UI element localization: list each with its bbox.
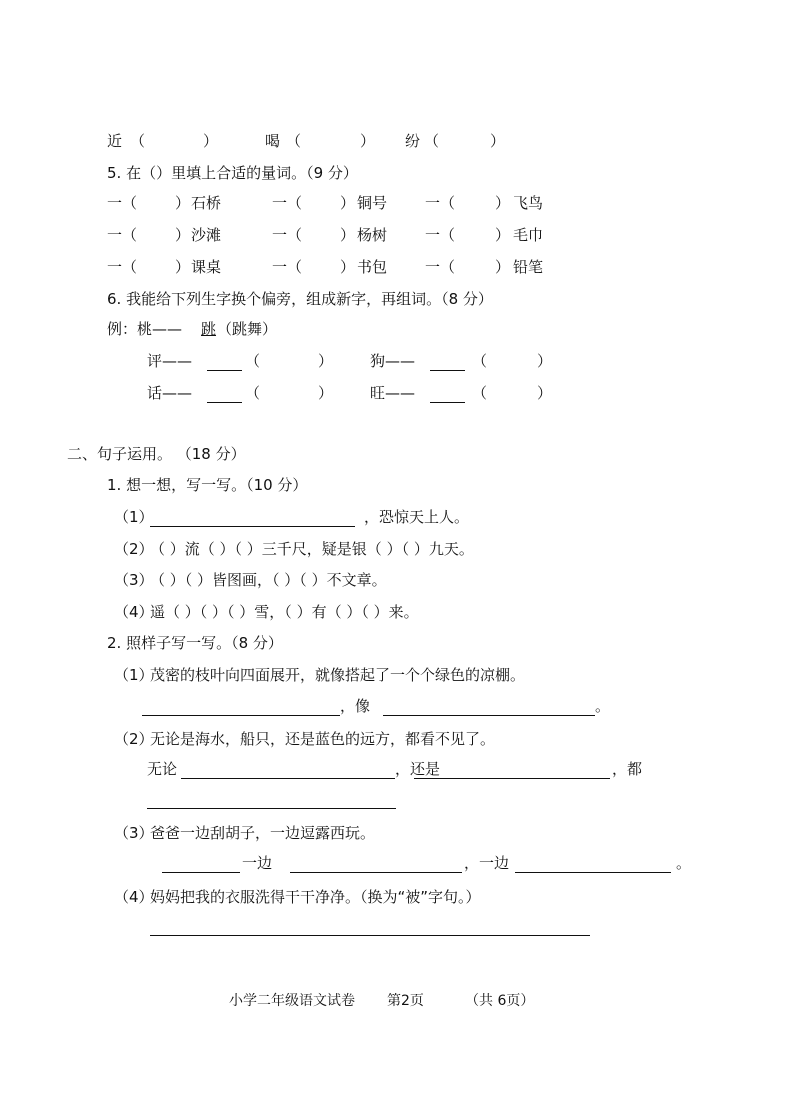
answer-blank[interactable]: [414, 778, 610, 779]
answer-blank[interactable]: [162, 872, 240, 873]
exam-title: 小学二年级语文试卷: [229, 993, 355, 1009]
answer-blank[interactable]: [430, 402, 465, 403]
answer-blank[interactable]: [181, 778, 395, 779]
char-he: 喝: [265, 132, 281, 150]
q5-title: 5. 在（）里填上合适的量词。（9 分）: [107, 164, 358, 182]
measure-item: 铅笔: [513, 258, 544, 276]
part2-example-2: （2） 无论是海水，船只，还是蓝色的远方，都看不见了。: [114, 730, 496, 748]
answer-blank[interactable]: [150, 526, 355, 527]
q6-row-1: 评—— （ ） 狗—— （ ）: [147, 352, 553, 370]
measure-item: 书包: [357, 258, 388, 276]
q6-example: 例：桃—— 跳 （跳舞）: [0, 317, 794, 341]
part1-title: 1. 想一想，写一写。（10 分）: [107, 476, 308, 494]
answer-blank[interactable]: [383, 715, 595, 716]
char-jin: 近: [107, 132, 123, 150]
part2-answer-4: [0, 914, 794, 938]
part1-item-1: （1） ，恐惊天上人。: [114, 508, 470, 526]
part2-example-3: （3） 爸爸一边刮胡子，一边逗露西玩。: [114, 824, 376, 842]
example-answer-char: 跳: [201, 320, 217, 338]
char-fen: 纷: [405, 132, 421, 150]
measure-item: 飞鸟: [513, 194, 544, 212]
measure-item: 石桥: [191, 194, 222, 212]
answer-blank[interactable]: [142, 715, 340, 716]
answer-blank[interactable]: [150, 935, 590, 936]
q6-row-2: 话—— （ ） 旺—— （ ）: [147, 384, 553, 402]
measure-item: 铜号: [357, 194, 388, 212]
q5-row-3: 一（ ） 课桌 一（ ） 书包 一（ ） 铅笔: [0, 255, 794, 279]
q5-row-1: 一（ ） 石桥 一（ ） 铜号 一（ ） 飞鸟: [0, 191, 794, 215]
measure-item: 沙滩: [191, 226, 222, 244]
answer-blank[interactable]: [207, 402, 242, 403]
measure-item: 毛巾: [513, 226, 544, 244]
q6-title: 6. 我能给下列生字换个偏旁，组成新字，再组词。（8 分）: [107, 290, 493, 308]
q5-row-2: 一（ ） 沙滩 一（ ） 杨树 一（ ） 毛巾: [0, 223, 794, 247]
part2-answer-2: 无论 ，还是 ，都: [147, 760, 643, 778]
answer-blank[interactable]: [207, 370, 242, 371]
partial-row: 近 （ ） 喝 （ ） 纷 （ ）: [0, 129, 794, 153]
page-total: （共 6页）: [465, 993, 535, 1009]
part2-example-4: （4） 妈妈把我的衣服洗得干干净净。（换为“被”字句。）: [114, 888, 481, 906]
measure-item: 杨树: [357, 226, 388, 244]
answer-blank[interactable]: [515, 872, 671, 873]
part2-title: 2. 照样子写一写。（8 分）: [107, 634, 283, 652]
page-number: 第2页: [387, 993, 424, 1009]
part1-item-3: （3） （ ）（ ）皆图画，（ ）（ ）不文章。: [114, 571, 387, 589]
part2-answer-2b: [0, 787, 794, 811]
part2-example-1: （1） 茂密的枝叶向四面展开，就像搭起了一个个绿色的凉棚。: [114, 666, 526, 684]
part1-item-4: （4） 遥（ ）（ ）（ ）雪，（ ）有（ ）（ ）来。: [114, 603, 419, 621]
answer-blank[interactable]: [147, 808, 396, 809]
answer-blank[interactable]: [430, 370, 465, 371]
section2-title: 二、句子运用。 （18 分）: [67, 445, 246, 463]
answer-blank[interactable]: [290, 872, 462, 873]
part2-answer-3: 一边 ，一边 。: [0, 851, 794, 875]
page-footer: [0, 989, 794, 1013]
measure-item: 课桌: [191, 258, 222, 276]
part2-answer-1: ，像 。: [0, 694, 794, 718]
part1-item-2: （2） （ ）流（ ）（ ）三千尺，疑是银（ ）（ ）九天。: [114, 540, 474, 558]
